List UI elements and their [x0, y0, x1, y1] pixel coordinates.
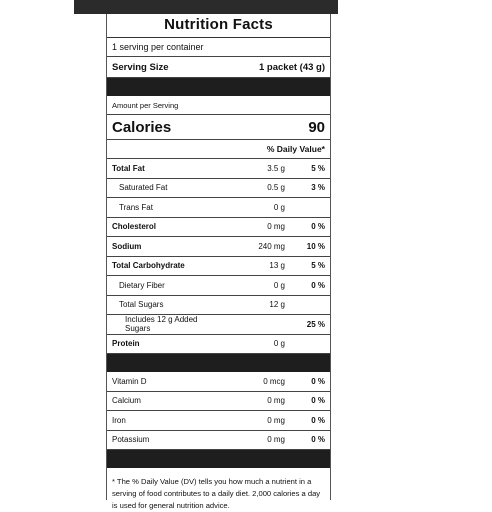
- vitamin-dv: 0 %: [311, 376, 325, 386]
- calories-label: Calories: [112, 118, 172, 136]
- vitamin-name: Iron: [112, 415, 126, 425]
- label-title: Nutrition Facts: [107, 14, 330, 38]
- nutrient-row: [107, 315, 330, 335]
- nutrient-row: [107, 179, 330, 199]
- vitamin-name: Vitamin D: [112, 376, 147, 386]
- vitamin-name: Calcium: [112, 396, 141, 406]
- nutrient-dv: 5 %: [311, 163, 325, 173]
- vitamin-name: Potassium: [112, 435, 150, 445]
- nutrient-row: [107, 237, 330, 257]
- calories-value: 90: [308, 118, 325, 136]
- nutrient-dv: 25 %: [306, 319, 325, 329]
- nutrient-name: Includes 12 g Added Sugars: [125, 315, 198, 334]
- nutrient-amount: 0 mg: [267, 222, 285, 232]
- nutrient-row: [107, 296, 330, 316]
- amount-per-serving: [107, 96, 330, 115]
- nutrient-amount: 0.5 g: [267, 183, 285, 193]
- vitamin-dv: 0 %: [311, 396, 325, 406]
- vitamin-row: [107, 411, 330, 431]
- nutrient-name: Total Sugars: [119, 300, 164, 310]
- serving-size-value: 1 packet (43 g): [259, 61, 325, 73]
- nutrient-amount: 0 g: [273, 280, 285, 290]
- thick-divider: [107, 450, 330, 468]
- nutrition-facts-label: [106, 14, 331, 510]
- vitamin-dv: 0 %: [311, 415, 325, 425]
- vitamin-amount: 0 mg: [267, 415, 285, 425]
- nutrient-name: Cholesterol: [112, 222, 157, 232]
- nutrient-row: [107, 335, 330, 355]
- nutrient-row: [107, 159, 330, 179]
- daily-value-footnote: * The % Daily Value (DV) tells you how much a nutrient in a serving of food contributes to a daily diet. 2,000 calories a day is used for general nutrition advice.: [112, 477, 321, 510]
- vitamin-amount: 0 mcg: [263, 376, 285, 386]
- vitamin-amount: 0 mg: [267, 396, 285, 406]
- calories-row: [107, 115, 330, 140]
- nutrient-name: Trans Fat: [119, 202, 153, 212]
- nutrient-amount: 240 mg: [258, 241, 285, 251]
- nutrient-row: [107, 218, 330, 238]
- nutrient-row: [107, 276, 330, 296]
- vitamin-dv: 0 %: [311, 435, 325, 445]
- amount-per-serving-text: Amount per Serving: [112, 100, 179, 110]
- vitamin-amount: 0 mg: [267, 435, 285, 445]
- nutrient-amount: 3.5 g: [267, 163, 285, 173]
- top-dark-bar: [74, 0, 338, 14]
- nutrient-name: Total Fat: [112, 163, 145, 173]
- nutrient-amount: 0 g: [273, 202, 285, 212]
- daily-value-header-text: % Daily Value*: [266, 144, 325, 154]
- nutrient-amount: 12 g: [269, 300, 285, 310]
- nutrient-name: Dietary Fiber: [119, 280, 165, 290]
- nutrient-name: Total Carbohydrate: [112, 261, 185, 271]
- servings-per-container: [107, 38, 330, 57]
- nutrient-name: Protein: [112, 339, 140, 349]
- nutrient-dv: 0 %: [311, 222, 325, 232]
- nutrient-dv: 3 %: [311, 183, 325, 193]
- nutrient-amount: 0 g: [273, 339, 285, 349]
- nutrient-dv: 0 %: [311, 280, 325, 290]
- nutrient-dv: 5 %: [311, 261, 325, 271]
- vitamin-row: [107, 431, 330, 451]
- vitamin-row: [107, 372, 330, 392]
- nutrient-row: [107, 257, 330, 277]
- nutrient-amount: 13 g: [269, 261, 285, 271]
- nutrient-dv: 10 %: [306, 241, 325, 251]
- vitamin-row: [107, 392, 330, 412]
- thick-divider: [107, 78, 330, 96]
- nutrient-row: [107, 198, 330, 218]
- nutrient-name: Sodium: [112, 241, 142, 251]
- servings-text: 1 serving per container: [112, 42, 204, 52]
- serving-size-row: [107, 57, 330, 78]
- serving-size-label: Serving Size: [112, 61, 169, 73]
- thick-divider: [107, 354, 330, 372]
- daily-value-header: [107, 140, 330, 159]
- nutrient-name: Saturated Fat: [119, 183, 168, 193]
